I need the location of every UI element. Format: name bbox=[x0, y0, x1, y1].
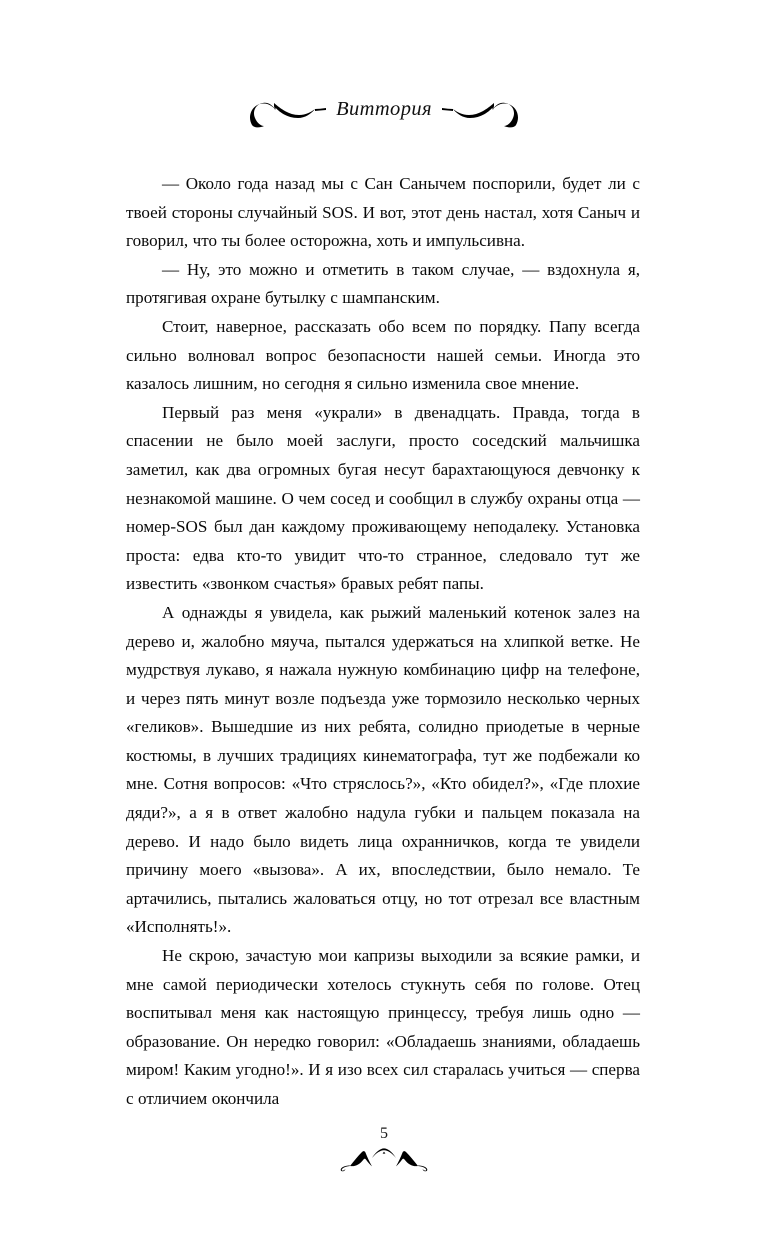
paragraph: — Ну, это можно и отметить в таком случае, — вздохнула я, протягивая охране бутылку с шампанским. bbox=[126, 259, 640, 308]
folio bbox=[0, 1124, 768, 1175]
paragraph: А однажды я увидела, как рыжий маленький котенок залез на дерево и, жалобно мяуча, пытался удержаться на хлипкой ветке. Не мудрствуя лукаво, я нажала нужную комбинацию цифр на телефоне, и через пять минут возле подъезда уже тормозило несколько черных «геликов». Вышедшие из них ребята, солидно приодетые в черные костюмы, в лучших традициях кинематографа, тут же подбежали ко мне. Сотня вопросов: «Что стряслось?», «Кто обидел?», «Где плохие дяди?», а я в ответ жалобно надула губки и пальцем показала на дерево. И надо было видеть лица охранничков, когда те увидели причину моего «вызова». А их, впоследствии, было немало. Те артачились, пытались жаловаться отцу, но тот отрезал все властным «Исполнять!». bbox=[126, 602, 640, 937]
double-wedge-flourish-ornament bbox=[336, 1145, 432, 1175]
ornament-left-wrapper bbox=[248, 89, 334, 129]
flourish-swash-ornament-left bbox=[248, 89, 334, 129]
running-head-title: Виттория bbox=[336, 97, 432, 120]
paragraph: Стоит, наверное, рассказать обо всем по порядку. Папу всегда сильно волновал вопрос безопасности нашей семьи. Иногда это казалось лишним, но сегодня я сильно изменила свое мнение. bbox=[126, 316, 640, 394]
running-head bbox=[0, 86, 768, 132]
paragraph: — Около года назад мы с Сан Санычем поспорили, будет ли с твоей стороны случайный SOS. И вот, этот день настал, хотя Саныч и говорил, что ты более осторожна, хоть и импульсивна. bbox=[126, 174, 640, 251]
flourish-swash-ornament-right bbox=[434, 89, 520, 129]
paragraph: Не скрою, зачастую мои капризы выходили за всякие рамки, и мне самой периодически хотелось стукнуть себя по голове. Отец воспитывал меня как настоящую принцессу, требуя лишь одно — образование. Он нередко говорил: «Обладаешь знаниями, обладаешь миром! Каким угодно!». И я изо всех сил старалась учиться — сперва с отличием окончила bbox=[126, 946, 640, 1108]
page-number: 5 bbox=[380, 1125, 388, 1142]
ornament-right-wrapper bbox=[434, 89, 520, 129]
body-text-column bbox=[126, 170, 640, 1114]
paragraph: Первый раз меня «украли» в двенадцать. Правда, тогда в спасении не было моей заслуги, просто соседский мальчишка заметил, как два огромных бугая несут барахтающуюся девчонку к незнакомой машине. О чем сосед и сообщил в службу охраны отца — номер-SOS был дан каждому проживающему неподалеку. Установка проста: едва кто-то увидит что-то странное, следовало тут же известить «звонком счастья» бравых ребят папы. bbox=[126, 402, 640, 594]
